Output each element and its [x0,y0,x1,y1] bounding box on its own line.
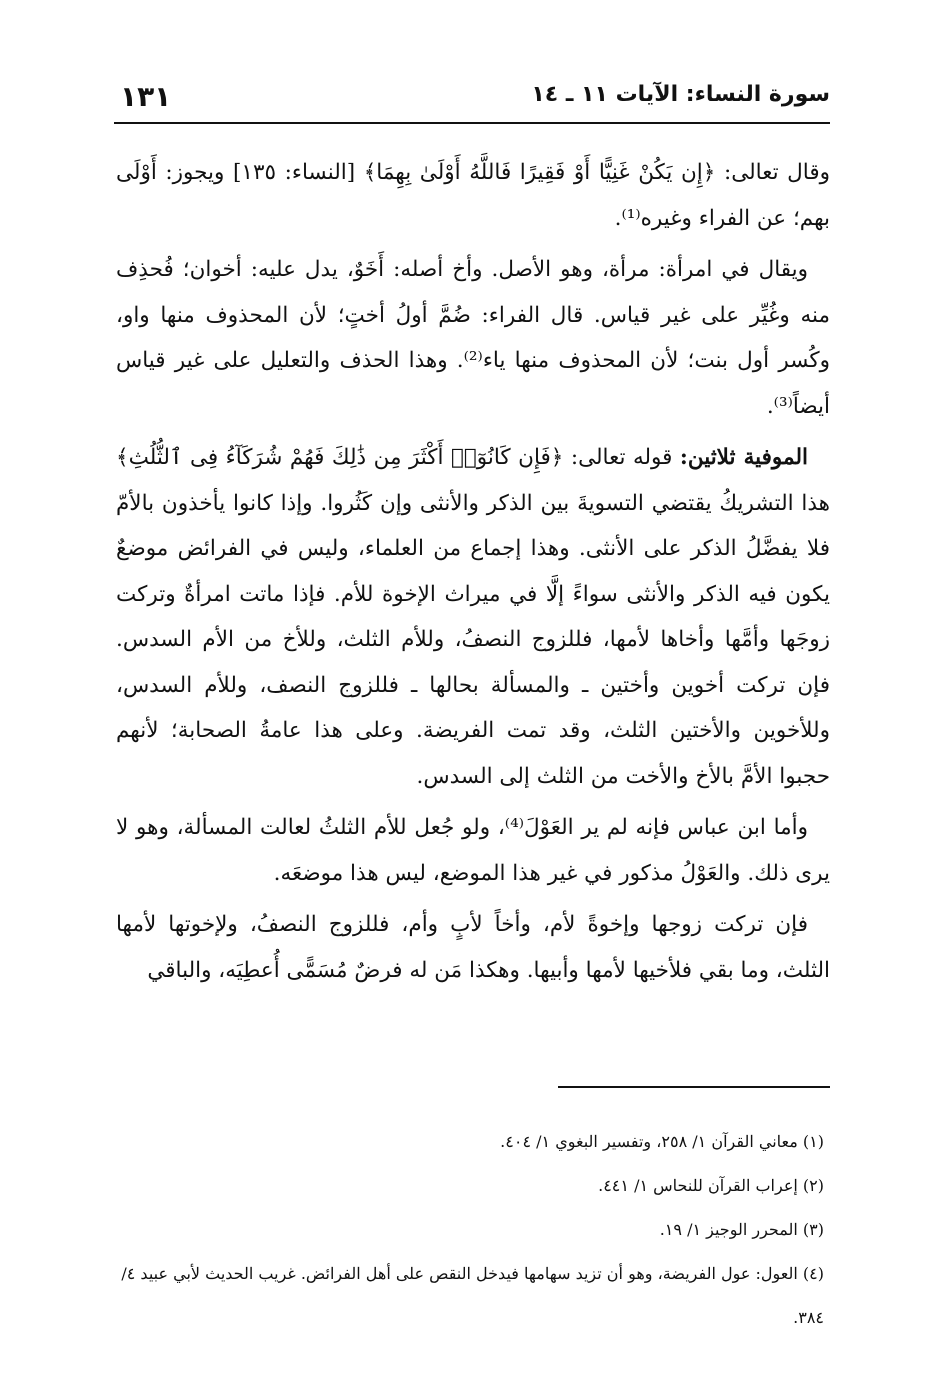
footnote: (١) معاني القرآن ١/ ٢٥٨، وتفسير البغوي ١/ ٤٠٤. [500,1132,824,1151]
footnote: (٢) إعراب القرآن للنحاس ١/ ٤٤١. [598,1176,824,1195]
chapter-title: سورة النساء: الآيات ١١ ـ ١٤ [531,82,830,107]
paragraph-text: وقال تعالى: ﴿إِن يَكُنْ غَنِيًّا أَوْ فَقِيرًا فَاللَّهُ أَوْلَىٰ بِهِمَا﴾ [النساء: ١٣٥] ويجوز: أَوْلَى بهم؛ عن الفراء وغيره⁽¹⁾. [116,160,830,231]
paragraph [116,435,830,799]
paragraph [116,247,830,429]
paragraph-text: قوله تعالى: ﴿فَإِن كَانُوٓا۟ أَكْثَرَ مِن ذَٰلِكَ فَهُمْ شُرَكَآءُ فِى ٱلثُّلُثِ﴾ هذا التشريكُ يقتضي التسويةَ بين الذكر والأنثى وإن كَثُروا. وإذا كانوا يأخذون بالأمّ فلا يفضَّلُ الذكر على الأنثى. وهذا إجماع من العلماء، وليس في الفرائض موضعٌ يكون فيه الذكر والأنثى سواءً إلَّا في ميراث الإخوة للأم. فإذا ماتت امرأةٌ وتركت زوجَها وأمَّها وأخاها لأمها، فللزوج النصفُ، وللأم الثلث، وللأخ من الأم السدس. فإن تركت أخوين وأختين ـ والمسألة بحالها ـ فللزوج النصف، وللأم السدس، وللأخوين والأختين الثلث، وقد تمت الفريضة. وعلى هذا عامةُ الصحابة؛ لأنهم حجبوا الأمَّ بالأخ والأخت من الثلث إلى السدس. [116,445,830,789]
running-header [114,78,830,118]
paragraph-text: وأما ابن عباس فإنه لم ير العَوْلَ⁽⁴⁾، ولو جُعل للأم الثلثُ لعالت المسألة، وهو لا يرى ذلك. والعَوْلُ مذكور في غير هذا الموضع، ليس هذا موضعَه. [116,815,830,886]
paragraph [116,150,830,241]
footnotes [116,1120,824,1340]
main-text [116,150,830,993]
footnote-divider [558,1086,830,1088]
header-divider [114,122,830,124]
paragraph [116,902,830,993]
page-number: ١٣١ [120,80,172,113]
paragraph-text: فإن تركت زوجها وإخوةً لأم، وأخاً لأبٍ وأم، فللزوج النصفُ، ولإخوتها لأمها الثلث، وما بقي فلأخيها لأمها وأبيها. وهكذا مَن له فرضٌ مُسَمًّى أُعطِيَه، والباقي [116,912,830,983]
footnote: (٣) المحرر الوجيز ١/ ١٩. [659,1220,824,1239]
section-heading: الموفية ثلاثين: [679,445,808,470]
footnote: (٤) العول: عول الفريضة، وهو أن تزيد سهامها فيدخل النقص على أهل الفرائض. غريب الحديث لأبي عبيد ٤/ ٣٨٤. [121,1264,824,1327]
paragraph-text: ويقال في امرأة: مرأة، وهو الأصل. وأخ أصله: أَخَوٌ، يدل عليه: أخوان؛ فُحذِف منه وغُيِّر على غير قياس. قال الفراء: ضُمَّ أولُ أختٍ؛ لأن المحذوف منها واو، وكُسر أول بنت؛ لأن المحذوف منها ياء⁽²⁾. وهذا الحذف والتعليل على غير قياس أيضاً⁽³⁾. [116,257,830,419]
paragraph [116,805,830,896]
